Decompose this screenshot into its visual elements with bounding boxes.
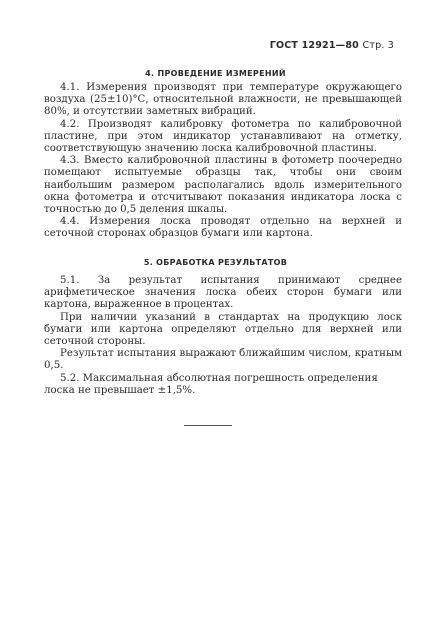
page-header xyxy=(270,40,394,51)
paragraph-5-1-result: Результат испытания выражают ближайшим числом, кратным 0,5. xyxy=(44,348,402,372)
section-4-body xyxy=(44,82,402,241)
paragraph-4-2: 4.2. Производят калибровку фотометра по калибровочной пластине, при этом индикатор устанавливают на отметку, соответствующую значению лоска калибровочной пластины. xyxy=(44,118,402,155)
paragraph-4-1: 4.1. Измерения производят при температуре окружающего воздуха (25±10)°С, относительной влажности, не превышающей 80%, и отсутствии заметных вибраций. xyxy=(44,82,402,118)
paragraph-5-1-note: При наличии указаний в стандартах на продукцию лоск бумаги или картона определяют отдельно для верхней или сеточной стороны. xyxy=(44,311,402,348)
end-separator-line xyxy=(184,425,232,426)
paragraph-5-1: 5.1. За результат испытания принимают среднее арифметическое значения лоска обеих сторон бумаги или картона, выраженное в процентах. xyxy=(44,275,402,311)
paragraph-5-2: 5.2. Максимальная абсолютная погрешность определения лоска не превышает ±1,5%. xyxy=(44,372,378,396)
standard-number: ГОСТ 12921—80 xyxy=(269,40,359,51)
section-5-title: 5. ОБРАБОТКА РЕЗУЛЬТАТОВ xyxy=(143,258,288,267)
section-5-body xyxy=(44,275,402,397)
page-number: Стр. 3 xyxy=(362,40,394,51)
section-4-title: 4. ПРОВЕДЕНИЕ ИЗМЕРЕНИЙ xyxy=(145,69,286,78)
paragraph-4-3: 4.3. Вместо калибровочной пластины в фотометр поочередно помещают испытуемые образцы так, чтобы они своим наибольшим размером располагались вдоль измерительного окна фотометра и отсчитывают показания индикатора лоска с точностью до 0,5 деления шкалы. xyxy=(44,155,402,216)
paragraph-4-4: 4.4. Измерения лоска проводят отдельно на верхней и сеточной сторонах образцов бумаги или картона. xyxy=(44,216,402,240)
